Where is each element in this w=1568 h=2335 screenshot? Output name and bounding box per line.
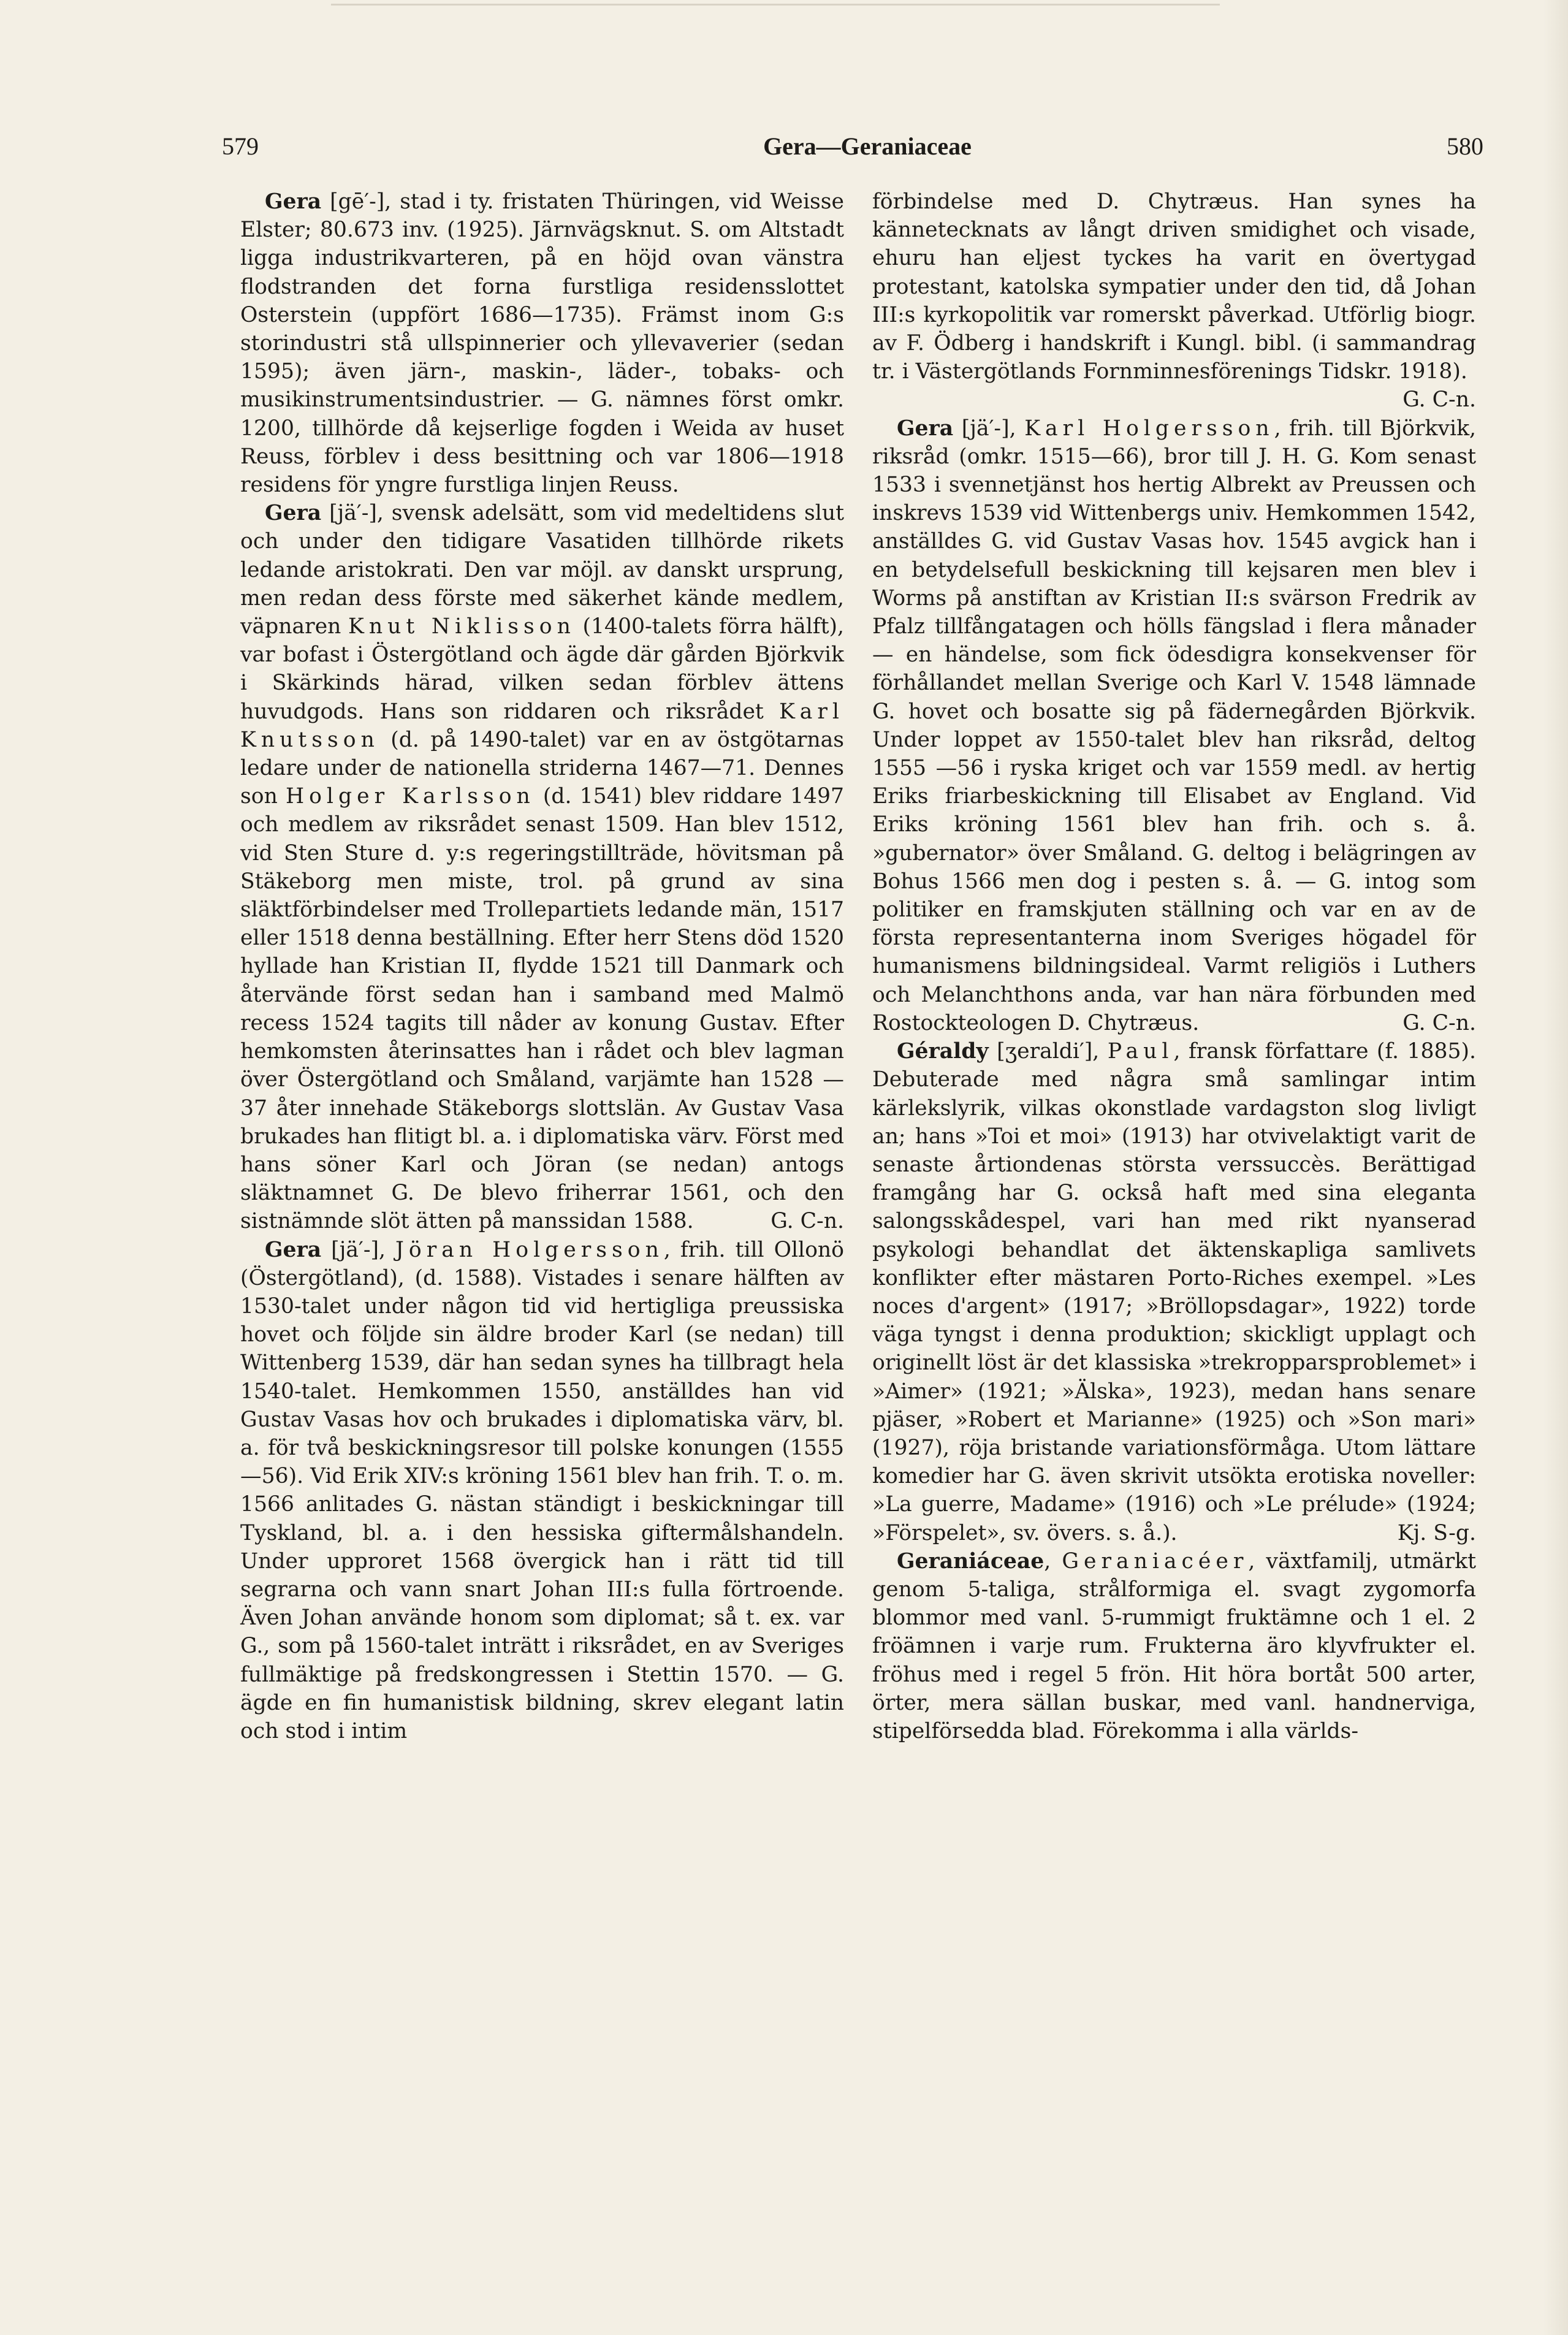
left-column [240, 188, 844, 1745]
entry-gera-family [240, 499, 844, 1235]
page-number-left: 579 [222, 132, 259, 160]
entry-text: , fransk författare (f. 1885). Debuterade med några små samlingar intim kärlekslyrik, vilkas okonstlade vardagston slog livligt an; hans »Toi et moi» (1913) har otvivelaktigt varit de senaste årtiondenas största verssuccès. Berättigad framgång har G. också haft med sina eleganta salongsskådespel, vari han med rikt nyanserad psykologi behandlat det äktenskapliga samlivets konflikter efter mästaren Porto-Riches exempel. »Les noces d'argent» (1917; »Bröllopsdagar», 1922) torde väga tyngst i denna produktion; skickligt upplagt och originellt löst är det klassiska »trekropparsproblemet» i »Aimer» (1921; »Älska», 1923), medan hans senare pjäser, »Robert et Marianne» (1925) och »Son mari» (1927), röja bristande variationsförmåga. Utom lättare komedier har G. även skrivit utsökta erotiska noveller: »La guerre, Madame» (1916) och »Le prélude» (1924; »Förspelet», sv. övers. s. å.). [872, 1039, 1476, 1545]
entry-text: (d. 1541) blev riddare 1497 och medlem av riksrådet senast 1509. Han blev 1512, vid Sten Sture d. y:s regeringstillträde, hövitsman på Stäkeborg men miste, trol. på grund av sina släktförbindelser med Trollepartiets ledande män, 1517 eller 1518 denna beställning. Efter herr Stens död 1520 hyllade han Kristian II, flydde 1521 till Danmark och återvände först sedan han i samband med Malmö recess 1524 tagits till nåder av konung Gustav. Efter hemkomsten återinsattes han i rådet och blev lagman över Östergötland och Småland, varjämte han 1528 —37 åter innehade Stäkeborgs slottslän. Av Gustav Vasa brukades han flitigt bl. a. i diplomatiska värv. Först med hans söner Karl och Jöran (se nedan) antogs släktnamnet G. De blevo friherrar 1561, och den sistnämnde slöt ätten på manssidan 1588. [240, 784, 845, 1234]
term-name: Geraniacéer [1062, 1548, 1249, 1574]
right-column [872, 188, 1476, 1745]
author-signature: G. C-n. [771, 1209, 844, 1234]
headword: Gera [897, 416, 954, 441]
entry-gera-karl [872, 414, 1476, 1037]
headword: Geraniáceae [897, 1548, 1045, 1574]
entry-text: [gē′-], stad i ty. fristaten Thüringen, vid Weisse Elster; 80.673 inv. (1925). Järnvägsknut. S. om Altstadt ligga industrikvarteren, på en höjd ovan vänstra flodstranden det forna furstliga residensslottet Osterstein (uppfört 1686—1735). Främst inom G:s storindustri stå ullspinnerier och yllevaverier (sedan 1595); även järn-, maskin-, läder-, tobaks- och musikinstrumentsindustrier. — G. nämnes först omkr. 1200, tillhörde då kejserlige fogden i Weida av huset Reuss, förblev i dess besittning och var 1806—1918 residens för yngre furstliga linjen Reuss. [240, 189, 844, 498]
entry-text: , [1044, 1548, 1062, 1574]
entry-text: (1400-talets förra hälft), var bofast i Östergötland och ägde där gården Björkvik i Skärkinds härad, vilken sedan förblev ättens huvudgods. Hans son riddaren och riksrådet [240, 614, 844, 724]
page-number-right: 580 [1447, 132, 1483, 160]
entry-geraniaceae [872, 1547, 1476, 1745]
entry-geraldy [872, 1037, 1476, 1547]
page-header [222, 132, 1513, 175]
person-name: Holger Karlsson [285, 784, 535, 809]
headword: Gera [265, 189, 322, 214]
person-name: Knut Niklisson [348, 614, 576, 639]
entry-text: [jä′-], [321, 1237, 396, 1262]
entry-text: , växtfamilj, utmärkt genom 5-taliga, strålformiga el. svagt zygomorfa blommor med vanl. 5-rummigt fruktämne och 1 el. 2 fröämnen i varje rum. Frukterna äro klyvfrukter el. fröhus med i regel 5 frön. Hit höra bortåt 500 arter, örter, mera sällan buskar, med vanl. handnerviga, stipelförsedda blad. Förekomma i alla världs- [872, 1548, 1477, 1743]
running-title: Gera—Geraniaceae [763, 132, 972, 160]
person-name: Paul [1107, 1039, 1174, 1064]
entry-continuation [872, 188, 1476, 414]
entry-text: , frih. till Björkvik, riksråd (omkr. 1515—66), bror till J. H. G. Kom senast 1533 i svennetjänst hos hertig Albrekt av Preussen och inskrevs 1539 vid Wittenbergs univ. Hemkommen 1542, anställdes G. vid Gustav Vasas hov. 1545 avgick han i en betydelsefull beskickning till kejsaren men blev i Worms på anstiftan av Kristian II:s svärson Fredrik av Pfalz tillfångatagen och hölls fängslad i flera månader — en händelse, som fick ödesdigra konsekvenser för förhållandet mellan Sverige och Karl V. 1548 lämnade G. hovet och bosatte sig på fädernegården Björkvik. Under loppet av 1550-talet blev han riksråd, deltog 1555 —56 i ryska kriget och var 1559 medl. av hertig Eriks friarbeskickning till Elisabet av England. Vid Eriks kröning 1561 blev han frih. och s. å. »gubernator» över Småland. G. deltog i belägringen av Bohus 1566 men dog i pesten s. å. — G. intog som politiker en framskjuten ställning och var en av de första representanterna inom Sveriges högadel för humanismens bildningsideal. Varmt religiös i Luthers och Melanchthons anda, var han nära förbunden med Rostockteologen D. Chytræus. [872, 416, 1477, 1035]
entry-text: , frih. till Ollonö (Östergötland), (d. 1588). Vistades i senare hälften av 1530-talet under någon tid vid hertigliga preussiska hovet och följde sin äldre broder Karl (se nedan) till Wittenberg 1539, där han sedan synes ha tillbragt hela 1540-talet. Hemkommen 1550, anställdes han vid Gustav Vasas hov och brukades i diplomatiska värv, bl. a. för två beskickningsresor till polske konungen (1555—56). Vid Erik XIV:s kröning 1561 blev han frih. T. o. m. 1566 anlitades G. nästan ständigt i beskickningar till Tyskland, bl. a. i den hessiska giftermålshandeln. Under upproret 1568 övergick han i rätt tid till segrarna och vann snart Johan III:s fulla förtroende. Även Johan använde honom som diplomat; så t. ex. var G., som på 1560-talet inträtt i riksrådet, en av Sveriges fullmäktige på fredskongressen i Stettin 1570. — G. ägde en fin humanistisk bildning, skrev elegant latin och stod i intim [240, 1237, 844, 1743]
entry-text: (d. på 1490-talet) var en av östgötarnas ledare under de nationella striderna 1467—71. Dennes son [240, 727, 844, 809]
entry-gera-joran [240, 1236, 844, 1746]
person-name: Karl Holgersson [1024, 416, 1274, 441]
person-name: Jöran Holgersson [395, 1237, 664, 1262]
entry-gera-city [240, 188, 844, 499]
entry-text: förbindelse med D. Chytræus. Han synes ha kännetecknats av långt driven smidighet och visade, ehuru han eljest tyckes ha varit en övertygad protestant, katolska sympatier under den tid, då Johan III:s kyrkopolitik var romerskt påverkad. Utförlig biogr. av F. Ödberg i handskrift i Kungl. bibl. (i sammandrag tr. i Västergötlands Fornminnesförenings Tidskr. 1918). [872, 189, 1476, 384]
page-edge-shadow [1543, 0, 1568, 2335]
entry-text: [jä′-], [953, 416, 1025, 441]
person-name: Karl Knutsson [240, 699, 844, 752]
author-signature: Kj. S-g. [1397, 1520, 1476, 1545]
author-signature: G. C-n. [1402, 387, 1476, 413]
author-signature: G. C-n. [1402, 1010, 1476, 1035]
headword: Gera [265, 501, 322, 526]
top-rule [331, 4, 1220, 6]
entry-text: [jä′-], svensk adelsätt, som vid medeltidens slut och under den tidigare Vasatiden tillhörde rikets ledande aristokrati. Den var möjl. av danskt ursprung, men redan dess förste med säkerhet kände medlem, väpnaren [240, 501, 844, 639]
headword: Géraldy [897, 1039, 989, 1064]
headword: Gera [265, 1237, 322, 1262]
entry-text: [ʒeraldi′], [988, 1039, 1108, 1064]
